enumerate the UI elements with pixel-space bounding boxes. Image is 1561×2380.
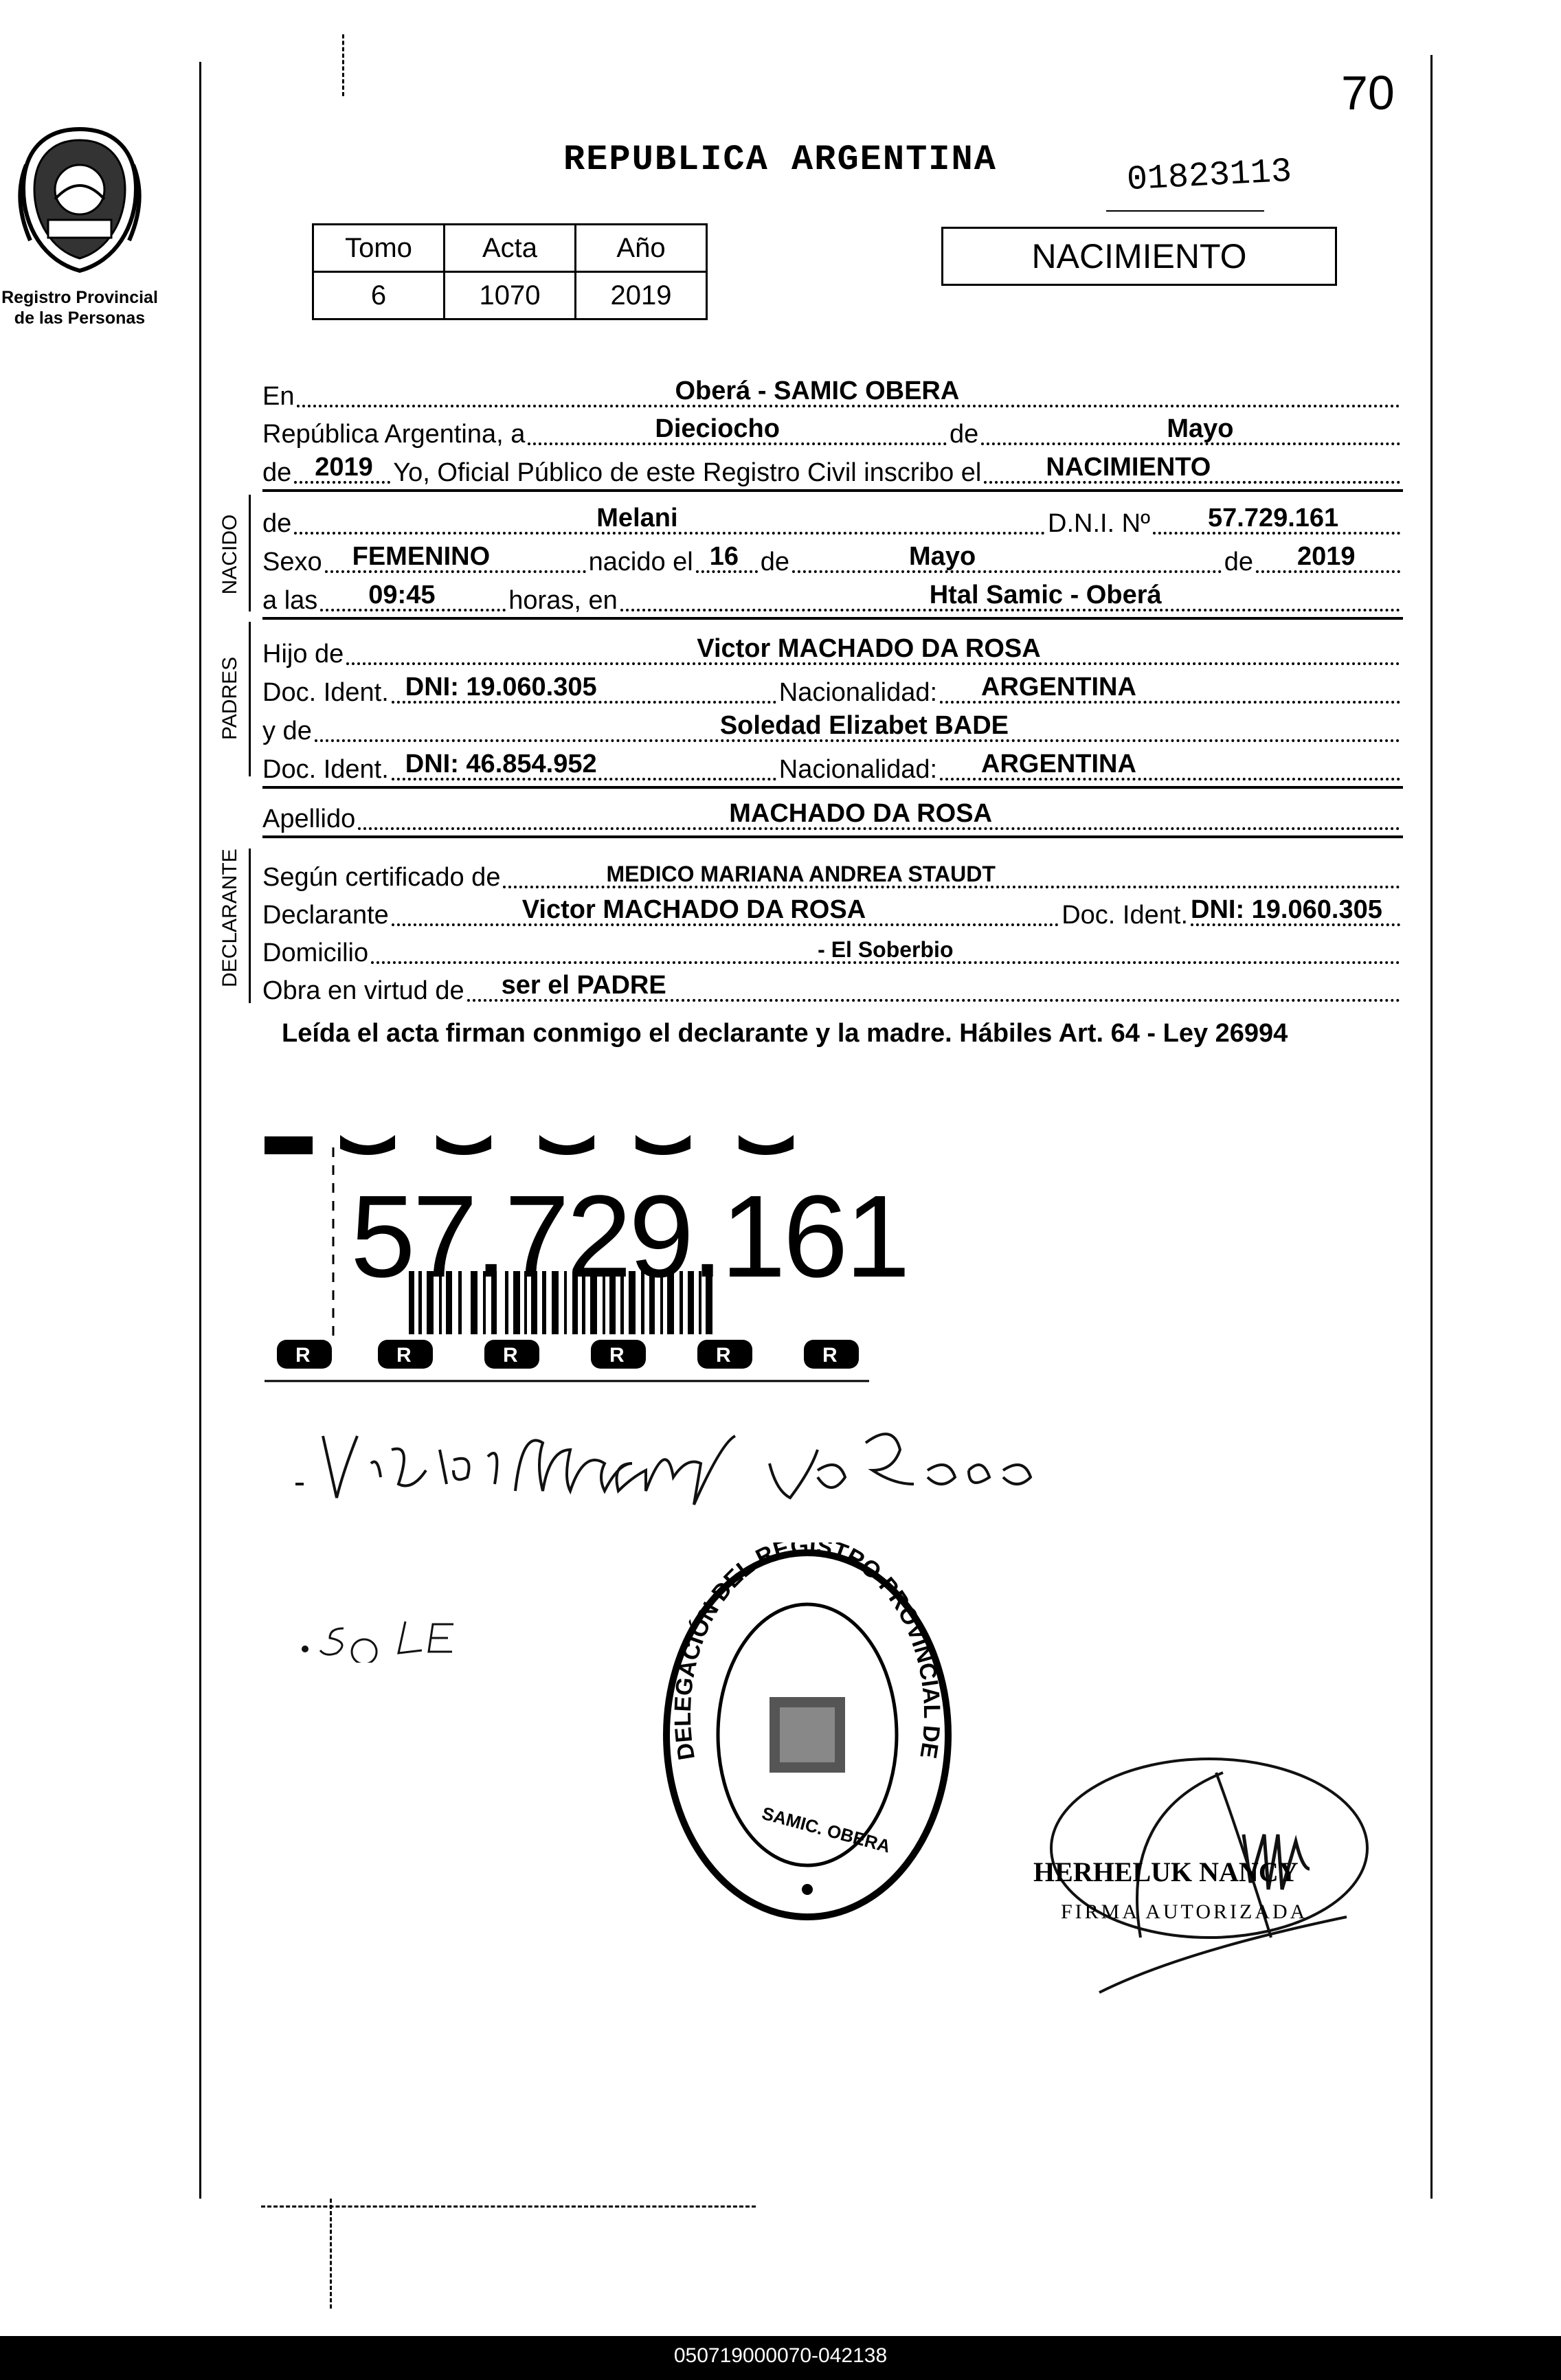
punch-guide-line: [342, 34, 344, 96]
svg-text:FIRMA AUTORIZADA: FIRMA AUTORIZADA: [1061, 1900, 1308, 1923]
en-label: En: [262, 382, 295, 411]
year-value: 2019: [315, 453, 373, 482]
nacido-bracket: [249, 495, 251, 611]
document-code: 050719000070-042138: [673, 2344, 888, 2367]
nacido-section-label: NACIDO: [218, 514, 241, 595]
logo-caption: [0, 287, 159, 328]
day-words-value: Dieciocho: [655, 414, 780, 443]
birth-place-value: Htal Samic - Oberá: [929, 581, 1162, 609]
svg-text:HERHELUK NANCY: HERHELUK NANCY: [1033, 1856, 1299, 1887]
row-time: [262, 579, 1403, 616]
republica-label: República Argentina, a: [262, 420, 526, 449]
de-label-3: de: [262, 509, 292, 538]
certificate-value: MEDICO MARIANA ANDREA STAUDT: [606, 862, 996, 886]
nacido-label: nacido el: [588, 548, 693, 576]
segun-label: Según certificado de: [262, 863, 501, 892]
page-number: 70: [1341, 66, 1395, 120]
father-nationality-value: ARGENTINA: [981, 673, 1136, 701]
declarant-doc-value: DNI: 19.060.305: [1191, 895, 1382, 924]
mother-doc-value: DNI: 46.854.952: [405, 750, 597, 778]
table-value-ano: 2019: [576, 272, 707, 319]
bottom-dashed-line: [261, 2205, 756, 2208]
birth-time-value: 09:45: [368, 581, 436, 609]
birth-day-value: 16: [709, 542, 739, 571]
de-label-2: de: [262, 458, 292, 487]
hijo-label: Hijo de: [262, 640, 344, 669]
y-de-label: y de: [262, 717, 312, 745]
doc-ident-label-3: Doc. Ident.: [1062, 901, 1188, 930]
oficial-text: Yo, Oficial Público de este Registro Civil inscribo el: [393, 458, 982, 487]
table-value-tomo: 6: [313, 272, 445, 319]
row-surname: [262, 797, 1403, 834]
svg-text:R: R: [503, 1344, 518, 1367]
declarante-section-label: DECLARANTE: [218, 849, 241, 987]
place-value: Oberá - SAMIC OBERA: [675, 377, 960, 405]
svg-text:R: R: [396, 1344, 412, 1367]
a-las-label: a las: [262, 586, 318, 615]
father-doc-value: DNI: 19.060.305: [405, 673, 597, 701]
svg-text:R: R: [609, 1344, 625, 1367]
doc-ident-label-2: Doc. Ident.: [262, 755, 389, 784]
table-header-ano: Año: [576, 225, 707, 272]
mother-nationality-value: ARGENTINA: [981, 750, 1136, 778]
de-label-4: de: [760, 548, 790, 576]
declarant-value: Victor MACHADO DA ROSA: [521, 895, 866, 924]
father-name-value: Victor MACHADO DA ROSA: [697, 634, 1041, 663]
registry-table: [312, 223, 708, 320]
section-divider-4: [262, 835, 1403, 838]
logo-caption-line2: de las Personas: [14, 308, 146, 328]
birth-month-value: Mayo: [909, 542, 976, 571]
logo-caption-line1: Registro Provincial: [1, 288, 158, 307]
section-divider-1: [262, 489, 1403, 492]
provincia-misiones-logo: [12, 124, 147, 276]
obra-label: Obra en virtud de: [262, 976, 464, 1005]
surname-value: MACHADO DA ROSA: [729, 799, 993, 828]
de-label: de: [950, 420, 979, 449]
child-name-value: Melani: [596, 504, 678, 532]
barcode-number: 57.729.161: [350, 1171, 908, 1302]
nacionalidad-label: Nacionalidad:: [778, 678, 938, 707]
nacionalidad-label-2: Nacionalidad:: [778, 755, 938, 784]
apellido-label: Apellido: [262, 805, 356, 833]
document-title: REPUBLICA ARGENTINA: [563, 139, 997, 180]
svg-text:R: R: [822, 1344, 838, 1367]
section-divider-2: [262, 617, 1403, 620]
authorized-signature: [1031, 1731, 1374, 2006]
act-value: NACIMIENTO: [1046, 453, 1211, 482]
mother-signature: [289, 1601, 488, 1663]
right-margin-line: [1430, 55, 1433, 2199]
birth-year-value: 2019: [1297, 542, 1356, 571]
father-signature: [289, 1408, 1044, 1518]
padres-bracket: [249, 622, 251, 776]
dni-label: D.N.I. Nº: [1048, 509, 1150, 538]
table-header-tomo: Tomo: [313, 225, 445, 272]
section-divider-3: [262, 786, 1403, 789]
left-margin-line: [199, 62, 201, 2199]
svg-text:SAMIC. OBERA: SAMIC. OBERA: [759, 1802, 893, 1857]
declarante-label: Declarante: [262, 901, 389, 930]
month-value: Mayo: [1167, 414, 1234, 443]
row-capacity: [262, 969, 1403, 1006]
punch-guide-line-lower: [330, 2199, 332, 2309]
registry-stamp: [656, 1542, 958, 1927]
serial-underline: [1106, 210, 1264, 212]
horas-label: horas, en: [508, 586, 618, 615]
row-mother-doc: [262, 748, 1403, 785]
table-value-acta: 1070: [445, 272, 576, 319]
mother-name-value: Soledad Elizabet BADE: [719, 711, 1009, 740]
record-type-box: NACIMIENTO: [941, 227, 1337, 286]
capacity-value: ser el PADRE: [501, 971, 666, 1000]
svg-text:DELEGACIÓN DEL REGISTRO PROVIN: DELEGACIÓN DEL REGISTRO PROVINCIAL DE: [669, 1542, 945, 1762]
svg-text:R: R: [716, 1344, 731, 1367]
table-header-acta: Acta: [445, 225, 576, 272]
closing-statement: Leída el acta firman conmigo el declarante y la madre. Hábiles Art. 64 - Ley 26994: [282, 1019, 1288, 1048]
row-year: [262, 451, 1403, 488]
domicile-value: - El Soberbio: [818, 937, 954, 962]
de-label-5: de: [1224, 548, 1253, 576]
svg-text:R: R: [295, 1344, 311, 1367]
doc-ident-label: Doc. Ident.: [262, 678, 389, 707]
child-dni-value: 57.729.161: [1208, 504, 1339, 532]
serial-stamp: 01823113: [1125, 152, 1293, 201]
declarante-bracket: [249, 849, 251, 1003]
sexo-label: Sexo: [262, 548, 322, 576]
sex-value: FEMENINO: [352, 542, 491, 571]
domicilio-label: Domicilio: [262, 939, 369, 967]
padres-section-label: PADRES: [218, 656, 241, 740]
